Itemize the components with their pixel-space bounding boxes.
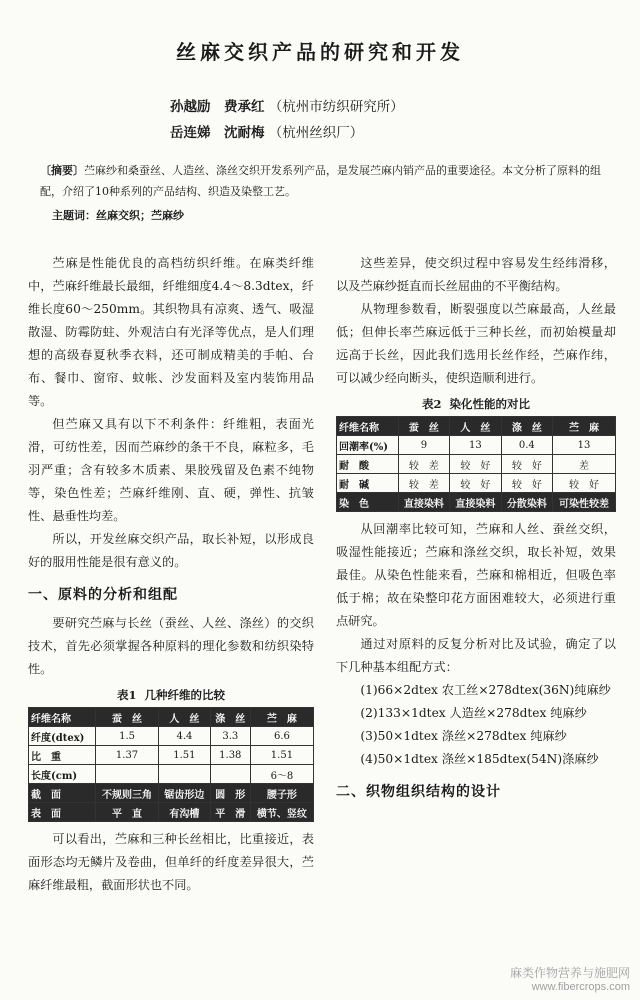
- author-names: 岳连娣 沈耐梅: [170, 125, 265, 141]
- table-cell: 平 滑: [210, 803, 250, 822]
- table-cell: 1.51: [159, 746, 211, 765]
- list-item: (3)50×1dtex 涤丝×278dtex 纯麻纱: [360, 729, 567, 743]
- table-row: [337, 417, 616, 436]
- table-cell: 涤 丝: [501, 417, 552, 436]
- body-paragraph: 这些差异，使交织过程中容易发生经纬滑移，以及苎麻纱挺直而长丝屈曲的不平衡结构。: [336, 256, 616, 293]
- left-column: [28, 252, 314, 897]
- table-cell: 1.5: [96, 727, 159, 746]
- body-paragraph: 从物理参数看，断裂强度以苎麻最高，人丝最低；但伸长率苎麻远低于三种长丝，而初始模量却远高于长丝，因此我们选用长丝作经，苎麻作纬，可以减少经向断头，使织造顺利进行。: [336, 302, 616, 385]
- table-cell: 苎 麻: [250, 708, 313, 727]
- table-row-header: 纤维名称: [337, 417, 399, 436]
- table-cell: 6.6: [250, 727, 313, 746]
- body-paragraph: 可以看出，苎麻和三种长丝相比，比重接近，表面形态均无鳞片及卷曲，但单纤的纤度差异很大，苎麻纤维最粗，截面形状也不同。: [28, 832, 314, 892]
- table-row-header: 耐 碱: [337, 474, 399, 493]
- table-cell: 分散染料: [501, 493, 552, 512]
- body-paragraph: 从回潮率比较可知，苎麻和人丝、蚕丝交织，吸湿性能接近；苎麻和涤丝交织，取长补短，效果最佳。从染色性能来看，苎麻和棉相近，但吸色率低于棉；故在染整印花方面困难较大，必须进行重点研究。: [336, 522, 616, 628]
- table-cell: 不规则三角: [96, 784, 159, 803]
- table-cell: 蚕 丝: [96, 708, 159, 727]
- table-row-header: 长度(cm): [29, 765, 96, 784]
- table-cell: [96, 765, 159, 784]
- table-caption: [28, 687, 314, 703]
- table-row-header: 纤度(dtex): [29, 727, 96, 746]
- abstract-text: 苎麻纱和桑蚕丝、人造丝、涤丝交织开发系列产品，是发展苎麻内销产品的重要途径。本文分析了原料的组配，介绍了10种系列的产品结构、织造及染整工艺。: [40, 164, 601, 198]
- table-cell: 6～8: [250, 765, 313, 784]
- table-row: [29, 765, 314, 784]
- table-cell: 苎 麻: [553, 417, 616, 436]
- table-row-header: 纤维名称: [29, 708, 96, 727]
- table-cell: 9: [398, 436, 449, 455]
- table-row: [29, 727, 314, 746]
- table-number: 表1: [116, 688, 137, 702]
- table-row: [337, 455, 616, 474]
- table-cell: 人 丝: [159, 708, 211, 727]
- section-heading: 二、织物组织结构的设计: [336, 784, 501, 800]
- table-caption: [336, 396, 616, 412]
- table-cell: 较 差: [398, 455, 449, 474]
- author-block: [170, 94, 404, 146]
- author-affiliation: （杭州丝织厂）: [268, 125, 364, 141]
- table-cell: 较 好: [501, 455, 552, 474]
- table-cell: 锯齿形边: [159, 784, 211, 803]
- dyeing-properties-table: [336, 416, 616, 512]
- table-row: [337, 436, 616, 455]
- table-cell: 0.4: [501, 436, 552, 455]
- table-cell: 1.51: [250, 746, 313, 765]
- table-cell: 有沟槽: [159, 803, 211, 822]
- author-row: [170, 120, 404, 146]
- table-cell: 横节、竖纹: [250, 803, 313, 822]
- table-cell: 较 好: [553, 474, 616, 493]
- table-row: [29, 803, 314, 822]
- table-cell: 直接染料: [450, 493, 501, 512]
- table-cell: 蚕 丝: [398, 417, 449, 436]
- table-cell: 13: [553, 436, 616, 455]
- table-cell: 人 丝: [450, 417, 501, 436]
- table-cell: 圆 形: [210, 784, 250, 803]
- table-cell: 4.4: [159, 727, 211, 746]
- abstract: [40, 160, 606, 202]
- table-row: [29, 746, 314, 765]
- table-cell: 较 差: [398, 474, 449, 493]
- table-cell: 涤 丝: [210, 708, 250, 727]
- list-item: (4)50×1dtex 涤丝×185dtex(54N)涤麻纱: [360, 752, 599, 766]
- table-row-header: 回潮率(%): [337, 436, 399, 455]
- watermark-url: www.fibercrops.com: [531, 981, 630, 993]
- watermark-line: 麻类作物营养与施肥网: [509, 966, 630, 980]
- abstract-label: 〔摘要〕: [40, 164, 84, 177]
- table-row-header: 比 重: [29, 746, 96, 765]
- site-watermark: [510, 966, 630, 994]
- body-paragraph: 苎麻是性能优良的高档纺织纤维。在麻类纤维中，苎麻纤维最长最细，纤维细度4.4～8.3dtex，纤维长度60～250mm。其织物具有凉爽、透气、吸湿散湿、防霉防蛀、外观洁白有光泽等优点，是人们理想的高级春夏秋季衣料，还可制成精美的手帕、台布、餐巾、窗帘、蚊帐、沙发面料及室内装饰用品等。: [28, 256, 314, 408]
- table-row-header: 染 色: [337, 493, 399, 512]
- fiber-comparison-table: [28, 707, 314, 822]
- table-cell: 较 好: [450, 455, 501, 474]
- table-cell: 1.37: [96, 746, 159, 765]
- table-cell: [210, 765, 250, 784]
- section-heading: 一、原料的分析和组配: [28, 587, 178, 603]
- table-cell: 较 好: [450, 474, 501, 493]
- body-paragraph: 要研究苎麻与长丝（蚕丝、人丝、涤丝）的交织技术，首先必须掌握各种原料的理化参数和纺织染特性。: [28, 616, 314, 676]
- paper-title: 丝麻交织产品的研究和开发: [176, 40, 464, 64]
- table-row-header: 耐 酸: [337, 455, 399, 474]
- table-cell: 3.3: [210, 727, 250, 746]
- author-names: 孙越励 费承红: [170, 99, 265, 115]
- table-row: [29, 784, 314, 803]
- table-title: 染化性能的对比: [449, 397, 530, 411]
- table-row-header: 表 面: [29, 803, 96, 822]
- table-cell: 1.38: [210, 746, 250, 765]
- body-paragraph: 通过对原料的反复分析对比及试验，确定了以下几种基本组配方式：: [336, 637, 616, 674]
- table-cell: 较 好: [501, 474, 552, 493]
- table-cell: 直接染料: [398, 493, 449, 512]
- table-cell: [159, 765, 211, 784]
- table-cell: 腰子形: [250, 784, 313, 803]
- table-row: [337, 493, 616, 512]
- table-number: 表2: [421, 397, 442, 411]
- table-row: [29, 708, 314, 727]
- list-item: (1)66×2dtex 农工丝×278dtex(36N)纯麻纱: [360, 683, 611, 697]
- body-paragraph: 所以，开发丝麻交织产品，取长补短，以形成良好的服用性能是很有意义的。: [28, 532, 314, 569]
- keywords: 主题词：丝麻交织；苎麻纱: [52, 209, 184, 222]
- table-cell: 平 直: [96, 803, 159, 822]
- table-cell: 差: [553, 455, 616, 474]
- right-column: [336, 252, 616, 809]
- author-affiliation: （杭州市纺织研究所）: [268, 99, 404, 115]
- table-cell: 可染性较差: [553, 493, 616, 512]
- table-title: 几种纤维的比较: [144, 688, 225, 702]
- author-row: [170, 94, 404, 120]
- table-row: [337, 474, 616, 493]
- body-paragraph: 但苎麻又具有以下不利条件：纤维粗，表面光滑，可纺性差，因而苎麻纱的条干不良，麻粒多，毛羽严重；含有较多木质素、果胶残留及色素不纯物等，染色性差；苎麻纤维刚、直、硬，弹性、抗皱性、悬垂性均差。: [28, 417, 314, 523]
- list-item: (2)133×1dtex 人造丝×278dtex 纯麻纱: [360, 706, 587, 720]
- table-row-header: 截 面: [29, 784, 96, 803]
- table-cell: 13: [450, 436, 501, 455]
